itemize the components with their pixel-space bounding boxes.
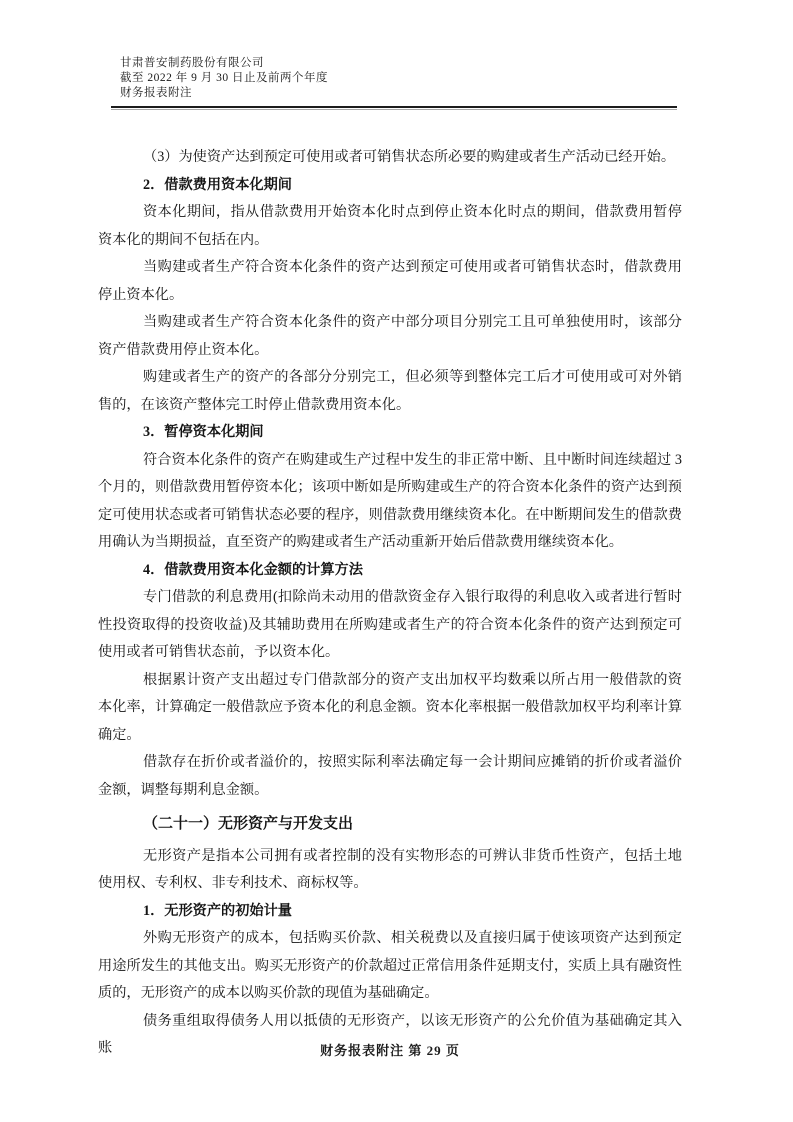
paragraph: 根据累计资产支出超过专门借款部分的资产支出加权平均数乘以所占用一般借款的资本化率，计算确定一般借款应予资本化的利息金额。资本化率根据一般借款加权平均利率计算确定。 [98,671,682,743]
paragraph: 债务重组取得债务人用以抵债的无形资产，以该无形资产的公允价值为基础确定其入账 [98,1012,682,1056]
numbered-heading: 3．暂停资本化期间 [143,424,264,440]
page-footer [98,1040,682,1059]
document-body [98,144,682,1063]
paragraph: 外购无形资产的成本，包括购买价款、相关税费以及直接归属于使该项资产达到预定用途所发生的其他支出。购买无形资产的价款超过正常信用条件延期支付，实质上具有融资性质的，无形资产的成本以购买价款的现值为基础确定。 [98,930,682,1001]
paragraph: 资本化期间，指从借款费用开始资本化时点到停止资本化时点的期间，借款费用暂停资本化的期间不包括在内。 [98,204,682,248]
header-doc-title: 财务报表附注 [120,86,192,99]
footer-page-label: 财务报表附注 第 29 页 [320,1043,460,1058]
header-company-name: 甘肃普安制药股份有限公司 [120,57,264,69]
numbered-heading: 1．无形资产的初始计量 [143,902,292,919]
paragraph: 符合资本化条件的资产在购建或生产过程中发生的非正常中断、且中断时间连续超过 3 个月的，则借款费用暂停资本化；该项中断如是所购建或生产的符合资本化条件的资产达到预定可使用状态或者可销售状态必要的程序，则借款费用继续资本化。在中断期间发生的借款费用确认为当期损益，直至资产的购建或者生产活动重新开始后借款费用继续资本化。 [98,451,682,550]
paragraph: 当购建或者生产符合资本化条件的资产中部分项目分别完工且可单独使用时，该部分资产借款费用停止资本化。 [98,314,682,358]
paragraph: 当购建或者生产符合资本化条件的资产达到预定可使用或者可销售状态时，借款费用停止资本化。 [98,259,682,303]
paragraph: 无形资产是指本公司拥有或者控制的没有实物形态的可辨认非货币性资产，包括土地使用权、专利权、非专利技术、商标权等。 [98,847,682,891]
numbered-heading: 2．借款费用资本化期间 [143,176,292,193]
paragraph: （3）为使资产达到预定可使用或者可销售状态所必要的购建或者生产活动已经开始。 [143,149,676,165]
page-header [120,56,328,100]
header-period: 截至 2022 年 9 月 30 日止及前两个年度 [120,71,328,84]
header-divider-line [111,106,677,110]
paragraph: 借款存在折价或者溢价的，按照实际利率法确定每一会计期间应摊销的折价或者溢价金额，调整每期利息金额。 [98,754,682,798]
numbered-heading: 4．借款费用资本化金额的计算方法 [143,561,363,578]
paragraph: 专门借款的利息费用(扣除尚未动用的借款资金存入银行取得的利息收入或者进行暂时性投资取得的投资收益)及其辅助费用在所购建或者生产的符合资本化条件的资产达到预定可使用或者可销售状态前，予以资本化。 [98,589,682,660]
section-heading: （二十一）无形资产与开发支出 [143,816,354,832]
paragraph: 购建或者生产的资产的各部分分别完工，但必须等到整体完工后才可使用或可对外销售的，在该资产整体完工时停止借款费用资本化。 [98,369,682,413]
